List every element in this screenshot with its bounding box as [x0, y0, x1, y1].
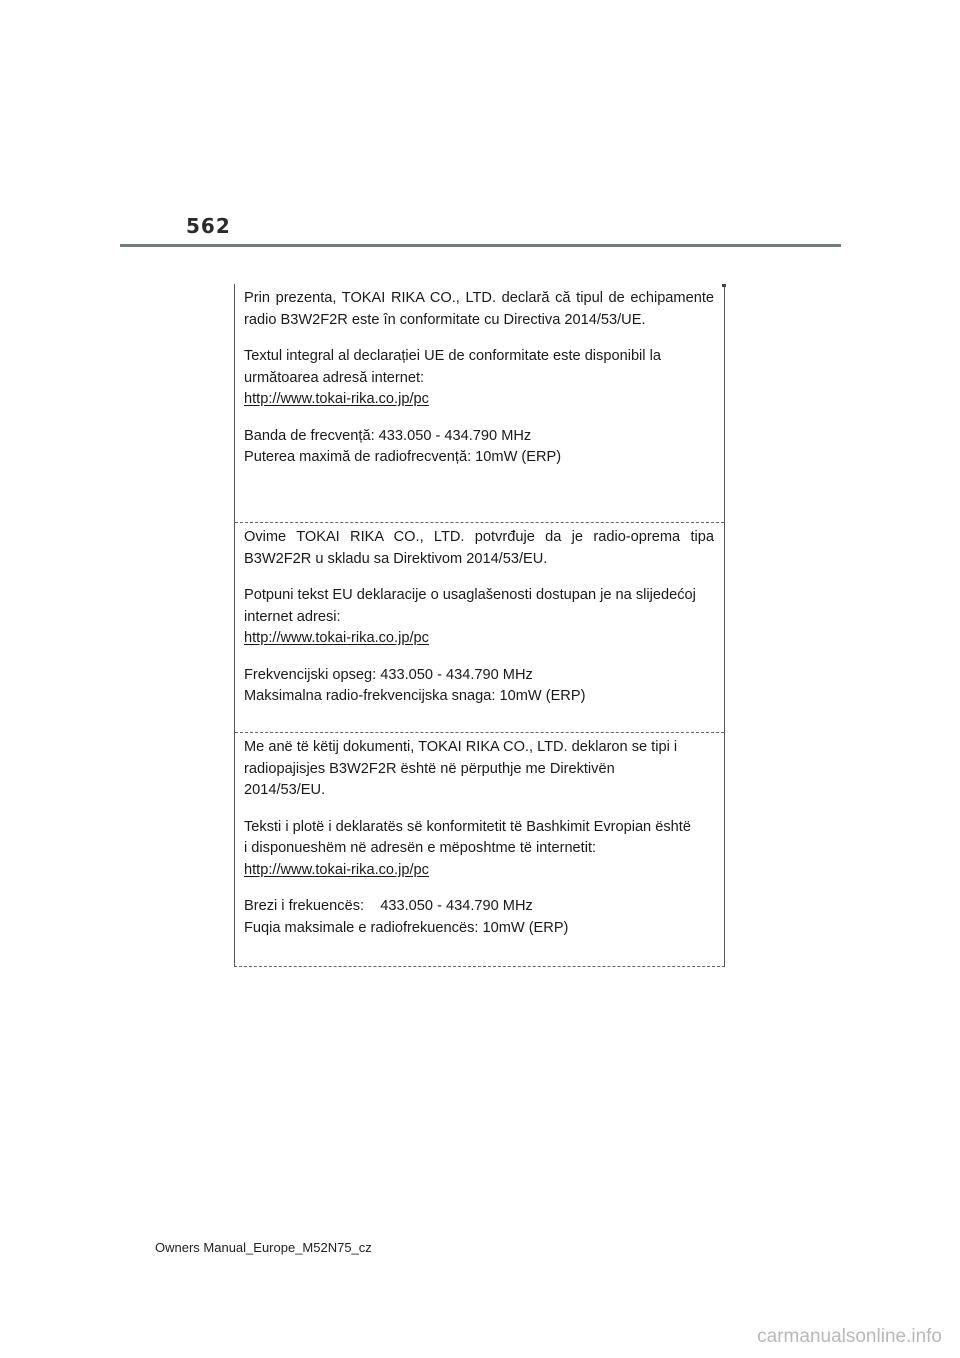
full-text-line: următoarea adresă internet: [244, 369, 425, 386]
intro-line: Me anë të këtij dokumenti, TOKAI RIKA CO., LTD. deklaron se tipi i [244, 739, 678, 755]
frequency-band: Banda de frecvență: 433.050 - 434.790 MHz [244, 427, 532, 444]
declaration-intro: Prin prezenta, TOKAI RIKA CO., LTD. declară că tipul de echipamente radio B3W2F2R este în conformitate cu Directiva 2014/53/UE. [244, 290, 714, 328]
frequency-band: Brezi i frekuencës: 433.050 - 434.790 MHz [244, 898, 533, 914]
declaration-intro [244, 737, 714, 802]
page-number: 562 [186, 214, 231, 238]
full-text-line: Textul integral al declarației UE de conformitate este disponibil la [244, 348, 661, 364]
full-text-line: Potpuni tekst EU deklaracije o usaglašenosti dostupan je na slijedećoj [244, 587, 696, 603]
full-text-paragraph [244, 585, 714, 650]
max-power: Fuqia maksimale e radiofrekuencës: 10mW (ERP) [244, 919, 569, 936]
full-text-paragraph [244, 346, 714, 411]
intro-line: 2014/53/EU. [244, 782, 326, 798]
full-text-line: i disponueshëm në adresën e mëposhtme të internetit: [244, 840, 597, 856]
header-rule [120, 244, 841, 247]
frequency-band: Frekvencijski opseg: 433.050 - 434.790 MHz [244, 666, 533, 683]
declaration-box [234, 284, 725, 967]
declaration-intro: Ovime TOKAI RIKA CO., LTD. potvrđuje da je radio-oprema tipa B3W2F2R u skladu sa Direktivom 2014/53/EU. [244, 529, 714, 567]
full-text-line: internet adresi: [244, 608, 341, 625]
max-power: Puterea maximă de radiofrecvență: 10mW (ERP) [244, 449, 562, 465]
full-text-paragraph [244, 817, 714, 882]
spec-paragraph [244, 665, 714, 708]
declaration-link[interactable]: http://www.tokai-rika.co.jp/pc [244, 861, 429, 878]
watermark: carmanualsonline.info [757, 1326, 942, 1347]
declaration-section-romanian [235, 288, 724, 469]
max-power: Maksimalna radio-frekvencijska snaga: 10mW (ERP) [244, 688, 586, 704]
full-text-line: Teksti i plotë i deklaratës së konformitetit të Bashkimit Evropian është [244, 818, 691, 835]
spec-paragraph [244, 426, 714, 469]
declaration-link[interactable]: http://www.tokai-rika.co.jp/pc [244, 391, 429, 407]
footer-document-id: Owners Manual_Europe_M52N75_cz [155, 1240, 372, 1255]
declaration-section-albanian [235, 732, 724, 939]
declaration-link[interactable]: http://www.tokai-rika.co.jp/pc [244, 630, 429, 646]
spec-paragraph [244, 896, 714, 939]
intro-line: radiopajisjes B3W2F2R është në përputhje me Direktivën [244, 760, 615, 777]
declaration-section-bosnian [235, 522, 724, 708]
corner-tick [722, 284, 726, 287]
